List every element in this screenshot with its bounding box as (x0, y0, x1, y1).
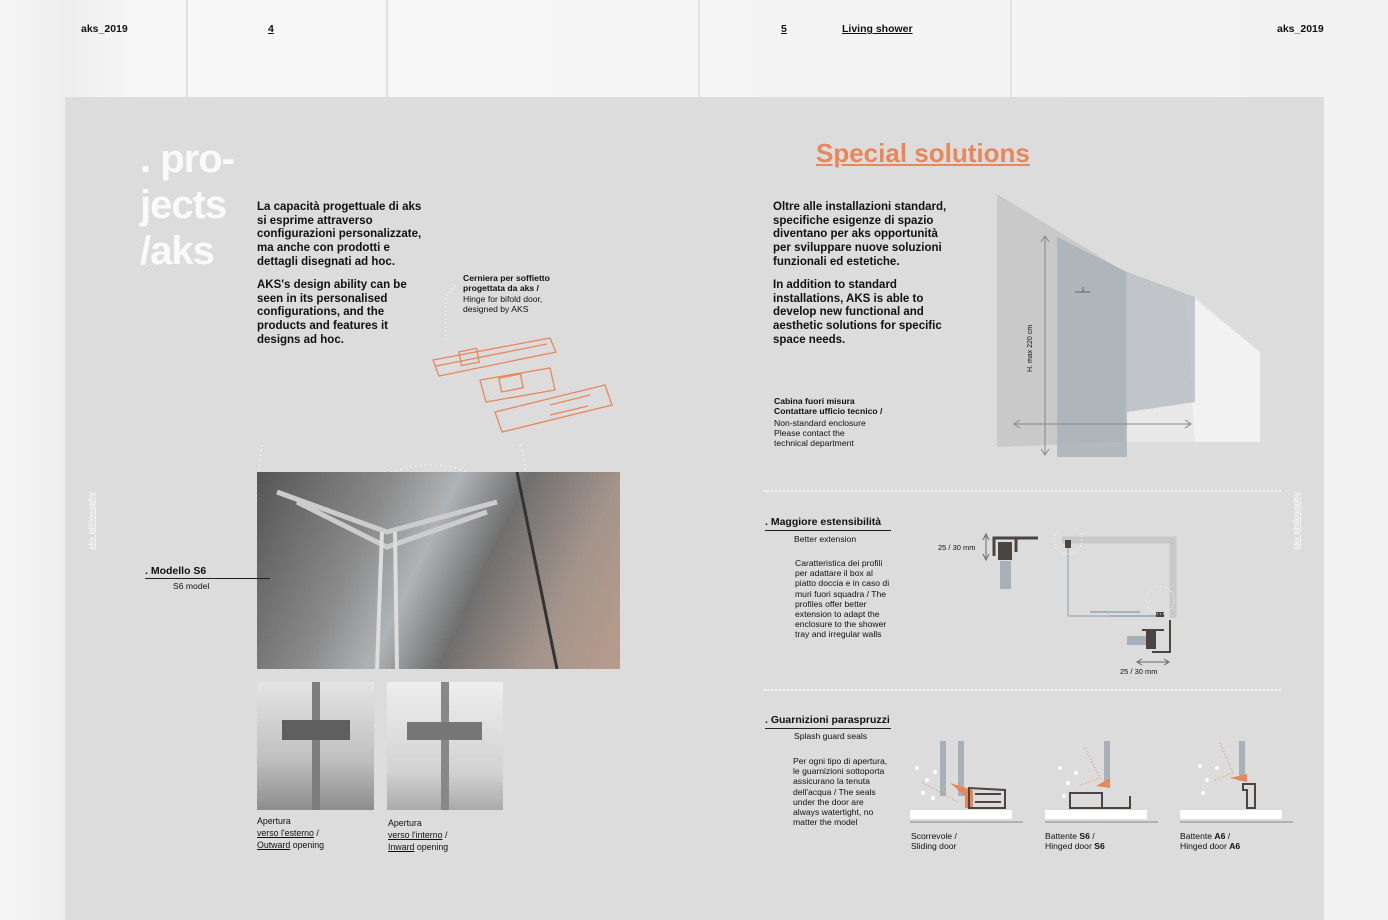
seal-drawings (905, 738, 1295, 826)
side-label-right: aks philosophy (1292, 491, 1301, 550)
caption-sep: / (1225, 831, 1231, 841)
caption-line: verso l'esterno (257, 828, 314, 838)
hinged-s6-seal (1045, 741, 1158, 822)
caption-model: A6 (1214, 831, 1226, 841)
special-solutions-title: Special solutions (816, 138, 1030, 168)
intro-english: AKS's design ability can be seen in its personalised configurations, and the products and features it designs ad hoc. (257, 279, 407, 346)
caption-line: Inward (388, 842, 415, 852)
caption-line: Battente (1180, 831, 1215, 841)
shower-enclosure-drawing (995, 192, 1265, 460)
caption-line: verso l'interno (388, 830, 443, 840)
right-intro-italian: Oltre alle installazioni standard, specifiche esigenze di spazio diventano per aks opportunità per sviluppare nuove soluzioni funzionali ed estetiche. (773, 201, 947, 268)
caption-line: Apertura (257, 816, 291, 826)
divider (764, 490, 1281, 492)
page-title (140, 136, 234, 274)
page-number-right[interactable]: 5 (781, 23, 787, 35)
dimension-label: 25 / 30 mm (938, 543, 976, 552)
hinged-a6-caption (1180, 831, 1240, 851)
model-subtitle: S6 model (173, 581, 210, 591)
outward-opening-photo (257, 682, 374, 810)
model-title: . Modello S6 (145, 565, 270, 579)
caption-line: Apertura (388, 818, 422, 828)
caption-line: opening (414, 842, 449, 852)
sliding-door-seal (910, 741, 1023, 822)
caption-line: Hinged door (1180, 841, 1230, 852)
right-intro-english: In addition to standard installations, AKS is able to develop new functional and aesthetic solutions for specific space needs. (773, 279, 942, 346)
caption-sep: / (313, 828, 319, 838)
seals-body: Per ogni tipo di apertura, le guarnizioni sottoporta assicurano la tenuta dell'acqua / The seals under the door are always watertight, no matter the model (793, 756, 888, 828)
sliding-door-caption (911, 831, 957, 851)
extension-body: Caratteristica dei profili per adattare il box al piatto doccia e in caso di muri fuori squadra / The profiles offer better extension to adapt the enclosure to the shower tray and irregular walls (795, 558, 890, 640)
title-line: . pro- (140, 137, 234, 181)
caption-model: S6 (1079, 831, 1090, 841)
caption-line: Sliding door (911, 841, 957, 852)
divider (764, 689, 1281, 691)
hinge-caption-en: Hinge for bifold door, designed by AKS (463, 294, 543, 315)
custom-caption-en: Non-standard enclosure Please contact the technical department (774, 418, 866, 449)
hinge-caption-it: Cerniera per soffietto progettata da aks / (463, 273, 550, 294)
section-link[interactable]: Living shower (842, 23, 913, 35)
extension-profile-drawing (980, 528, 1180, 668)
title-line: jects (140, 183, 227, 227)
side-label-left: aks philosophy (87, 491, 96, 550)
title-line: /aks (140, 229, 214, 273)
s6-hinge-photo (257, 472, 620, 669)
seals-title: . Guarnizioni paraspruzzi (765, 714, 891, 729)
page-number-left[interactable]: 4 (268, 23, 274, 35)
hinged-a6-seal (1180, 741, 1293, 822)
brand-left: aks_2019 (81, 23, 128, 35)
caption-model: A6 (1229, 841, 1241, 852)
intro-italian: La capacità progettuale di aks si esprime attraverso configurazioni personalizzate, ma anche con prodotti e dettagli disegnati ad hoc. (257, 201, 422, 268)
custom-caption-it: Cabina fuori misura Contattare ufficio tecnico / (774, 396, 883, 417)
caption-line: opening (290, 840, 325, 850)
caption-sep: / (442, 830, 448, 840)
outward-caption (257, 815, 324, 851)
brand-right: aks_2019 (1277, 23, 1324, 35)
caption-line: Outward (257, 840, 291, 850)
dimension-label: 25 / 30 mm (1120, 667, 1158, 676)
inward-opening-photo (387, 682, 503, 810)
caption-line: Scorrevole / (911, 831, 957, 841)
inward-caption (388, 817, 448, 853)
caption-sep: / (1089, 831, 1095, 841)
height-label: H. max 220 cm (1027, 324, 1034, 372)
caption-line: Hinged door (1045, 841, 1095, 852)
caption-line: Battente (1045, 831, 1080, 841)
seals-subtitle: Splash guard seals (794, 731, 868, 741)
hinged-s6-caption (1045, 831, 1105, 851)
extension-subtitle: Better extension (794, 534, 857, 544)
extension-title: . Maggiore estensibilità (765, 516, 891, 531)
caption-model: S6 (1094, 841, 1105, 852)
